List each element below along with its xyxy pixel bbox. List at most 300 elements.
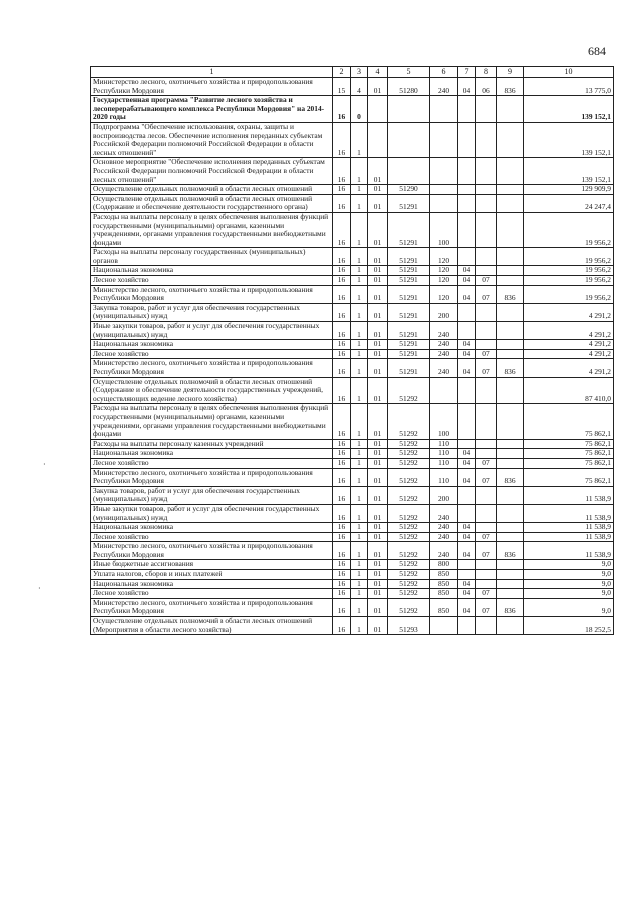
row-name-cell: Лесное хозяйство bbox=[91, 589, 333, 599]
code-cell bbox=[476, 340, 497, 350]
code-cell: 16 bbox=[333, 185, 351, 195]
code-cell bbox=[497, 185, 524, 195]
code-cell: 110 bbox=[430, 449, 458, 459]
column-header: 5 bbox=[388, 67, 430, 78]
code-cell bbox=[497, 122, 524, 157]
row-name-cell: Закупка товаров, работ и услуг для обеспечения государственных (муниципальных) нужд bbox=[91, 303, 333, 321]
code-cell: 110 bbox=[430, 468, 458, 486]
code-cell: 1 bbox=[351, 303, 368, 321]
code-cell: 1 bbox=[351, 404, 368, 439]
amount-cell: 4 291,2 bbox=[524, 359, 614, 377]
code-cell: 1 bbox=[351, 340, 368, 350]
code-cell: 07 bbox=[476, 598, 497, 616]
code-cell: 51291 bbox=[388, 340, 430, 350]
table-row bbox=[91, 285, 614, 303]
amount-cell: 75 862,1 bbox=[524, 439, 614, 449]
amount-cell: 18 252,5 bbox=[524, 617, 614, 635]
amount-cell: 75 862,1 bbox=[524, 449, 614, 459]
code-cell: 01 bbox=[368, 449, 388, 459]
code-cell: 01 bbox=[368, 340, 388, 350]
code-cell bbox=[458, 158, 476, 185]
code-cell: 51292 bbox=[388, 560, 430, 570]
code-cell: 240 bbox=[430, 532, 458, 542]
table-row bbox=[91, 276, 614, 286]
column-header: 4 bbox=[368, 67, 388, 78]
amount-cell: 75 862,1 bbox=[524, 404, 614, 439]
amount-cell: 11 538,9 bbox=[524, 532, 614, 542]
amount-cell: 75 862,1 bbox=[524, 458, 614, 468]
row-name-cell: Национальная экономика bbox=[91, 579, 333, 589]
code-cell: 51292 bbox=[388, 504, 430, 522]
amount-cell: 24 247,4 bbox=[524, 194, 614, 212]
amount-cell: 19 956,2 bbox=[524, 212, 614, 247]
amount-cell: 11 538,9 bbox=[524, 486, 614, 504]
amount-cell: 11 538,9 bbox=[524, 542, 614, 560]
code-cell: 51292 bbox=[388, 532, 430, 542]
code-cell bbox=[497, 449, 524, 459]
code-cell bbox=[476, 212, 497, 247]
row-name-cell: Расходы на выплаты персоналу казенных учреждений bbox=[91, 439, 333, 449]
code-cell: 1 bbox=[351, 194, 368, 212]
table-row bbox=[91, 78, 614, 96]
code-cell bbox=[497, 248, 524, 266]
code-cell: 16 bbox=[333, 122, 351, 157]
code-cell: 1 bbox=[351, 617, 368, 635]
row-name-cell: Уплата налогов, сборов и иных платежей bbox=[91, 570, 333, 580]
code-cell: 01 bbox=[368, 523, 388, 533]
code-cell bbox=[458, 570, 476, 580]
code-cell: 200 bbox=[430, 303, 458, 321]
column-header: 2 bbox=[333, 67, 351, 78]
code-cell bbox=[497, 340, 524, 350]
code-cell: 04 bbox=[458, 458, 476, 468]
code-cell bbox=[497, 458, 524, 468]
code-cell: 51292 bbox=[388, 542, 430, 560]
code-cell: 51291 bbox=[388, 285, 430, 303]
code-cell bbox=[476, 377, 497, 404]
table-row bbox=[91, 449, 614, 459]
code-cell: 16 bbox=[333, 248, 351, 266]
code-cell bbox=[476, 122, 497, 157]
code-cell bbox=[476, 266, 497, 276]
code-cell: 04 bbox=[458, 285, 476, 303]
row-name-cell: Национальная экономика bbox=[91, 449, 333, 459]
amount-cell: 87 410,0 bbox=[524, 377, 614, 404]
code-cell: 07 bbox=[476, 532, 497, 542]
code-cell: 16 bbox=[333, 349, 351, 359]
table-row bbox=[91, 523, 614, 533]
code-cell: 1 bbox=[351, 570, 368, 580]
code-cell bbox=[497, 579, 524, 589]
code-cell: 04 bbox=[458, 349, 476, 359]
row-name-cell: Иные бюджетные ассигнования bbox=[91, 560, 333, 570]
code-cell bbox=[458, 377, 476, 404]
code-cell: 100 bbox=[430, 212, 458, 247]
code-cell: 01 bbox=[368, 579, 388, 589]
code-cell: 15 bbox=[333, 78, 351, 96]
amount-cell: 129 909,9 bbox=[524, 185, 614, 195]
row-name-cell: Осуществление отдельных полномочий в области лесных отношений (Содержание и обеспечение деятельности государственного органа) bbox=[91, 194, 333, 212]
code-cell: 1 bbox=[351, 276, 368, 286]
amount-cell: 11 538,9 bbox=[524, 523, 614, 533]
amount-cell: 9,0 bbox=[524, 589, 614, 599]
code-cell: 1 bbox=[351, 349, 368, 359]
row-name-cell: Расходы на выплаты персоналу в целях обеспечения выполнения функций государственными (муниципальными) органами, казенными учреждениями, органами управления государственными внебюджетными фондами bbox=[91, 212, 333, 247]
code-cell: 01 bbox=[368, 458, 388, 468]
code-cell: 04 bbox=[458, 598, 476, 616]
code-cell: 51292 bbox=[388, 377, 430, 404]
code-cell: 836 bbox=[497, 542, 524, 560]
code-cell: 1 bbox=[351, 322, 368, 340]
code-cell: 51291 bbox=[388, 266, 430, 276]
code-cell: 51291 bbox=[388, 303, 430, 321]
row-name-cell: Закупка товаров, работ и услуг для обеспечения государственных (муниципальных) нужд bbox=[91, 486, 333, 504]
code-cell: 51292 bbox=[388, 570, 430, 580]
code-cell bbox=[476, 158, 497, 185]
code-cell: 1 bbox=[351, 486, 368, 504]
code-cell bbox=[458, 96, 476, 123]
code-cell: 240 bbox=[430, 504, 458, 522]
amount-cell: 9,0 bbox=[524, 579, 614, 589]
code-cell: 240 bbox=[430, 359, 458, 377]
code-cell bbox=[476, 185, 497, 195]
code-cell: 200 bbox=[430, 486, 458, 504]
code-cell: 1 bbox=[351, 185, 368, 195]
code-cell: 16 bbox=[333, 570, 351, 580]
code-cell: 51292 bbox=[388, 404, 430, 439]
code-cell: 01 bbox=[368, 598, 388, 616]
row-name-cell: Осуществление отдельных полномочий в области лесных отношений (Мероприятия в области лесного хозяйства) bbox=[91, 617, 333, 635]
amount-cell: 13 775,0 bbox=[524, 78, 614, 96]
code-cell: 01 bbox=[368, 404, 388, 439]
code-cell bbox=[430, 377, 458, 404]
code-cell: 16 bbox=[333, 359, 351, 377]
code-cell: 836 bbox=[497, 598, 524, 616]
code-cell: 04 bbox=[458, 266, 476, 276]
code-cell bbox=[497, 404, 524, 439]
table-row bbox=[91, 504, 614, 522]
code-cell: 16 bbox=[333, 589, 351, 599]
code-cell: 16 bbox=[333, 598, 351, 616]
code-cell bbox=[476, 439, 497, 449]
code-cell: 01 bbox=[368, 185, 388, 195]
code-cell: 1 bbox=[351, 598, 368, 616]
code-cell bbox=[476, 579, 497, 589]
row-name-cell: Осуществление отдельных полномочий в области лесных отношений bbox=[91, 185, 333, 195]
table-row bbox=[91, 158, 614, 185]
code-cell: 1 bbox=[351, 589, 368, 599]
code-cell: 16 bbox=[333, 285, 351, 303]
row-name-cell: Национальная экономика bbox=[91, 340, 333, 350]
table-row bbox=[91, 570, 614, 580]
code-cell: 51291 bbox=[388, 212, 430, 247]
code-cell: 16 bbox=[333, 523, 351, 533]
code-cell: 07 bbox=[476, 285, 497, 303]
code-cell: 1 bbox=[351, 158, 368, 185]
code-cell bbox=[476, 96, 497, 123]
code-cell bbox=[476, 303, 497, 321]
code-cell: 01 bbox=[368, 542, 388, 560]
code-cell: 51280 bbox=[388, 78, 430, 96]
amount-cell: 9,0 bbox=[524, 570, 614, 580]
code-cell: 01 bbox=[368, 468, 388, 486]
code-cell: 01 bbox=[368, 532, 388, 542]
table-row bbox=[91, 340, 614, 350]
row-name-cell: Лесное хозяйство bbox=[91, 458, 333, 468]
row-name-cell: Национальная экономика bbox=[91, 523, 333, 533]
table-row bbox=[91, 194, 614, 212]
code-cell bbox=[458, 404, 476, 439]
code-cell: 1 bbox=[351, 579, 368, 589]
code-cell: 1 bbox=[351, 377, 368, 404]
code-cell: 1 bbox=[351, 248, 368, 266]
code-cell bbox=[497, 589, 524, 599]
code-cell: 110 bbox=[430, 458, 458, 468]
code-cell: 07 bbox=[476, 468, 497, 486]
table-row bbox=[91, 359, 614, 377]
row-name-cell: Национальная экономика bbox=[91, 266, 333, 276]
code-cell bbox=[497, 266, 524, 276]
code-cell: 120 bbox=[430, 248, 458, 266]
row-name-cell: Подпрограмма "Обеспечение использования, охраны, защиты и воспроизводства лесов. Обеспечение исполнения переданных субъектам Российской Федерации полномочий Российской Федерации в области лесных отношений" bbox=[91, 122, 333, 157]
table-row bbox=[91, 377, 614, 404]
table-row bbox=[91, 185, 614, 195]
code-cell: 06 bbox=[476, 78, 497, 96]
code-cell bbox=[458, 439, 476, 449]
table-row bbox=[91, 122, 614, 157]
row-name-cell: Министерство лесного, охотничьего хозяйства и природопользования Республики Мордовия bbox=[91, 542, 333, 560]
code-cell: 1 bbox=[351, 458, 368, 468]
code-cell: 01 bbox=[368, 349, 388, 359]
table-row bbox=[91, 266, 614, 276]
code-cell: 51291 bbox=[388, 194, 430, 212]
table-row bbox=[91, 439, 614, 449]
code-cell bbox=[497, 617, 524, 635]
code-cell: 16 bbox=[333, 212, 351, 247]
code-cell: 240 bbox=[430, 542, 458, 560]
table-row bbox=[91, 404, 614, 439]
code-cell: 51292 bbox=[388, 589, 430, 599]
code-cell bbox=[497, 212, 524, 247]
code-cell: 16 bbox=[333, 377, 351, 404]
code-cell: 51290 bbox=[388, 185, 430, 195]
code-cell: 51291 bbox=[388, 276, 430, 286]
code-cell: 836 bbox=[497, 285, 524, 303]
code-cell: 07 bbox=[476, 542, 497, 560]
code-cell: 51292 bbox=[388, 598, 430, 616]
code-cell: 16 bbox=[333, 404, 351, 439]
table-row bbox=[91, 598, 614, 616]
row-name-cell: Осуществление отдельных полномочий в области лесных отношений (Содержание и обеспечение деятельности государственных учреждений, осуществляющих ведение лесного хозяйства) bbox=[91, 377, 333, 404]
code-cell: 1 bbox=[351, 449, 368, 459]
code-cell bbox=[497, 349, 524, 359]
code-cell bbox=[497, 504, 524, 522]
code-cell: 16 bbox=[333, 542, 351, 560]
code-cell: 16 bbox=[333, 158, 351, 185]
code-cell bbox=[476, 504, 497, 522]
table-row bbox=[91, 468, 614, 486]
code-cell: 01 bbox=[368, 589, 388, 599]
code-cell: 51291 bbox=[388, 349, 430, 359]
column-header: 1 bbox=[91, 67, 333, 78]
code-cell: 836 bbox=[497, 468, 524, 486]
table-row bbox=[91, 579, 614, 589]
code-cell: 01 bbox=[368, 248, 388, 266]
code-cell bbox=[430, 185, 458, 195]
code-cell bbox=[476, 194, 497, 212]
code-cell: 836 bbox=[497, 78, 524, 96]
code-cell: 04 bbox=[458, 579, 476, 589]
column-header: 8 bbox=[476, 67, 497, 78]
table-row bbox=[91, 303, 614, 321]
code-cell: 01 bbox=[368, 570, 388, 580]
code-cell bbox=[497, 560, 524, 570]
code-cell: 04 bbox=[458, 589, 476, 599]
code-cell: 51291 bbox=[388, 248, 430, 266]
amount-cell: 19 956,2 bbox=[524, 276, 614, 286]
code-cell: 16 bbox=[333, 449, 351, 459]
amount-cell: 9,0 bbox=[524, 598, 614, 616]
table-row bbox=[91, 349, 614, 359]
code-cell: 01 bbox=[368, 560, 388, 570]
table-row bbox=[91, 560, 614, 570]
code-cell bbox=[476, 486, 497, 504]
code-cell: 16 bbox=[333, 266, 351, 276]
code-cell bbox=[430, 194, 458, 212]
code-cell bbox=[458, 185, 476, 195]
code-cell bbox=[458, 504, 476, 522]
code-cell: 07 bbox=[476, 276, 497, 286]
code-cell: 1 bbox=[351, 266, 368, 276]
amount-cell: 139 152,1 bbox=[524, 158, 614, 185]
amount-cell: 19 956,2 bbox=[524, 285, 614, 303]
row-name-cell: Министерство лесного, охотничьего хозяйства и природопользования Республики Мордовия bbox=[91, 598, 333, 616]
amount-cell: 4 291,2 bbox=[524, 322, 614, 340]
code-cell bbox=[476, 449, 497, 459]
row-name-cell: Министерство лесного, охотничьего хозяйства и природопользования Республики Мордовия bbox=[91, 359, 333, 377]
row-name-cell: Министерство лесного, охотничьего хозяйства и природопользования Республики Мордовия bbox=[91, 468, 333, 486]
page-number: 684 bbox=[588, 44, 606, 58]
code-cell: 07 bbox=[476, 359, 497, 377]
row-name-cell: Министерство лесного, охотничьего хозяйства и природопользования Республики Мордовия bbox=[91, 78, 333, 96]
code-cell: 836 bbox=[497, 359, 524, 377]
code-cell: 1 bbox=[351, 122, 368, 157]
amount-cell: 139 152,1 bbox=[524, 96, 614, 123]
code-cell bbox=[458, 560, 476, 570]
code-cell: 1 bbox=[351, 532, 368, 542]
code-cell: 16 bbox=[333, 532, 351, 542]
code-cell bbox=[430, 158, 458, 185]
code-cell: 04 bbox=[458, 359, 476, 377]
code-cell: 16 bbox=[333, 276, 351, 286]
code-cell: 07 bbox=[476, 349, 497, 359]
code-cell: 16 bbox=[333, 458, 351, 468]
code-cell bbox=[458, 617, 476, 635]
table-row bbox=[91, 532, 614, 542]
code-cell: 16 bbox=[333, 504, 351, 522]
code-cell bbox=[458, 248, 476, 266]
code-cell: 51291 bbox=[388, 359, 430, 377]
code-cell: 51292 bbox=[388, 449, 430, 459]
code-cell: 1 bbox=[351, 468, 368, 486]
code-cell bbox=[430, 122, 458, 157]
budget-table bbox=[90, 66, 614, 635]
row-name-cell: Министерство лесного, охотничьего хозяйства и природопользования Республики Мордовия bbox=[91, 285, 333, 303]
amount-cell: 139 152,1 bbox=[524, 122, 614, 157]
code-cell bbox=[497, 439, 524, 449]
code-cell: 01 bbox=[368, 617, 388, 635]
code-cell: 240 bbox=[430, 322, 458, 340]
code-cell: 51292 bbox=[388, 468, 430, 486]
table-row bbox=[91, 542, 614, 560]
code-cell: 01 bbox=[368, 194, 388, 212]
code-cell: 51292 bbox=[388, 458, 430, 468]
code-cell: 1 bbox=[351, 285, 368, 303]
code-cell bbox=[388, 158, 430, 185]
column-header: 9 bbox=[497, 67, 524, 78]
code-cell bbox=[476, 523, 497, 533]
code-cell: 16 bbox=[333, 194, 351, 212]
code-cell: 16 bbox=[333, 617, 351, 635]
code-cell: 04 bbox=[458, 340, 476, 350]
code-cell: 100 bbox=[430, 404, 458, 439]
code-cell: 16 bbox=[333, 303, 351, 321]
code-cell: 51292 bbox=[388, 439, 430, 449]
row-name-cell: Основное мероприятие "Обеспечение исполнения переданных субъектам Российской Федерации полномочий Российской Федерации в области лесных отношений" bbox=[91, 158, 333, 185]
column-header: 7 bbox=[458, 67, 476, 78]
code-cell bbox=[476, 248, 497, 266]
scan-artifact: · bbox=[38, 584, 41, 593]
code-cell: 1 bbox=[351, 560, 368, 570]
code-cell: 04 bbox=[458, 523, 476, 533]
code-cell: 07 bbox=[476, 589, 497, 599]
code-cell: 800 bbox=[430, 560, 458, 570]
row-name-cell: Лесное хозяйство bbox=[91, 532, 333, 542]
column-header: 3 bbox=[351, 67, 368, 78]
code-cell: 51292 bbox=[388, 486, 430, 504]
code-cell: 240 bbox=[430, 349, 458, 359]
code-cell bbox=[458, 486, 476, 504]
table-row bbox=[91, 322, 614, 340]
code-cell bbox=[497, 303, 524, 321]
code-cell: 04 bbox=[458, 542, 476, 560]
code-cell: 51292 bbox=[388, 523, 430, 533]
code-cell bbox=[497, 322, 524, 340]
code-cell bbox=[388, 122, 430, 157]
table-row bbox=[91, 96, 614, 123]
code-cell: 01 bbox=[368, 486, 388, 504]
code-cell bbox=[497, 96, 524, 123]
code-cell: 110 bbox=[430, 439, 458, 449]
row-name-cell: Государственная программа "Развитие лесного хозяйства и лесоперерабатывающего комплекса Республики Мордовия" на 2014-2020 годы bbox=[91, 96, 333, 123]
table-row bbox=[91, 212, 614, 247]
code-cell bbox=[476, 404, 497, 439]
code-cell: 16 bbox=[333, 579, 351, 589]
code-cell: 850 bbox=[430, 598, 458, 616]
code-cell: 4 bbox=[351, 78, 368, 96]
amount-cell: 4 291,2 bbox=[524, 303, 614, 321]
code-cell bbox=[497, 377, 524, 404]
code-cell bbox=[458, 194, 476, 212]
table-row bbox=[91, 617, 614, 635]
amount-cell: 19 956,2 bbox=[524, 266, 614, 276]
code-cell bbox=[430, 96, 458, 123]
row-name-cell: Расходы на выплаты персоналу в целях обеспечения выполнения функций государственными (муниципальными) органами, казенными учреждениями, органами управления государственными внебюджетными фондами bbox=[91, 404, 333, 439]
code-cell: 1 bbox=[351, 439, 368, 449]
amount-cell: 75 862,1 bbox=[524, 468, 614, 486]
code-cell bbox=[430, 617, 458, 635]
code-cell: 01 bbox=[368, 78, 388, 96]
